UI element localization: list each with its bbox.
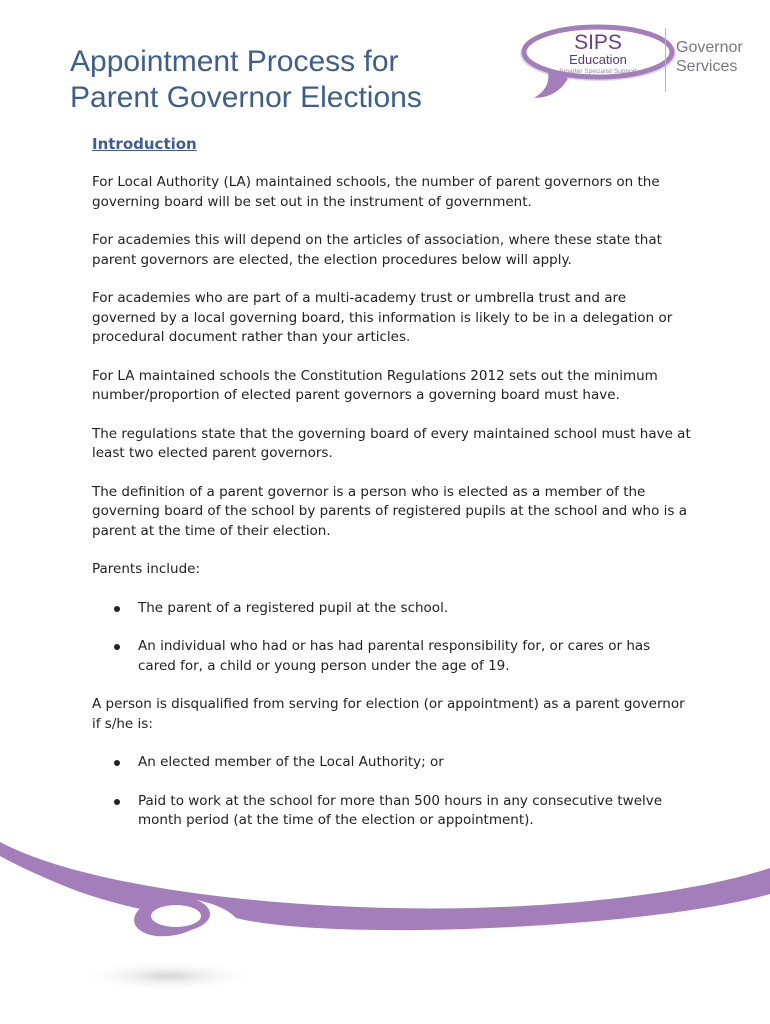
paragraph: Parents include:: [92, 561, 200, 577]
services-label: Services: [676, 58, 738, 75]
list-item-text: An individual who had or has had parental responsibility for, or cares or has cared for, a child or young person under the age of 19.: [138, 638, 651, 674]
parents-include-list: [92, 599, 692, 677]
decorative-swoosh: [0, 828, 770, 1024]
logo-education-text: Education: [569, 52, 627, 67]
sips-logo: [508, 22, 770, 112]
disqualified-list: [92, 753, 692, 831]
swoosh-shadow: [78, 960, 258, 992]
bullet-icon: [114, 606, 120, 612]
list-item: [92, 792, 692, 831]
logo-tagline: Smarter Specialist Support: [559, 68, 637, 75]
bullet-icon: [114, 644, 120, 650]
bullet-icon: [114, 799, 120, 805]
document-title: [70, 44, 422, 116]
paragraph: For academies this will depend on the articles of association, where these state that parent governors are elected, the election procedures below will apply.: [92, 232, 662, 268]
list-item: [92, 599, 692, 619]
bullet-icon: [114, 760, 120, 766]
paragraph: The definition of a parent governor is a person who is elected as a member of the governing board of the school by parents of registered pupils at the school and who is a parent at the time of their election.: [92, 483, 688, 539]
governor-services-label: [676, 38, 743, 76]
list-item-text: An elected member of the Local Authority; or: [138, 754, 444, 770]
logo-sips-text: SIPS: [574, 31, 622, 54]
swoosh-ring-hole: [151, 905, 201, 927]
logo-divider: [665, 28, 666, 92]
list-item-text: Paid to work at the school for more than 500 hours in any consecutive twelve month period (at the time of the election or appointment).: [138, 792, 663, 828]
list-item-text: The parent of a registered pupil at the school.: [138, 599, 449, 616]
paragraph: For academies who are part of a multi-academy trust or umbrella trust and are governed by a local governing board, this information is likely to be in a delegation or procedural document rather than your articles.: [92, 290, 673, 345]
list-item: [92, 637, 692, 676]
paragraph: The regulations state that the governing board of every maintained school must have at least two elected parent governors.: [92, 425, 691, 461]
governor-label: Governor: [676, 39, 743, 56]
paragraph: For LA maintained schools the Constitution Regulations 2012 sets out the minimum number/proportion of elected parent governors a governing board must have.: [92, 367, 658, 403]
section-heading: Introduction: [92, 135, 197, 153]
document-body: [92, 134, 692, 850]
list-item: [92, 753, 692, 773]
swoosh-band: [0, 842, 770, 936]
title-line-1: Appointment Process for: [70, 45, 399, 78]
paragraph: A person is disqualified from serving for election (or appointment) as a parent governor if s/he is:: [92, 696, 685, 732]
title-line-2: Parent Governor Elections: [70, 81, 422, 114]
paragraph: For Local Authority (LA) maintained schools, the number of parent governors on the governing board will be set out in the instrument of government.: [92, 174, 660, 210]
